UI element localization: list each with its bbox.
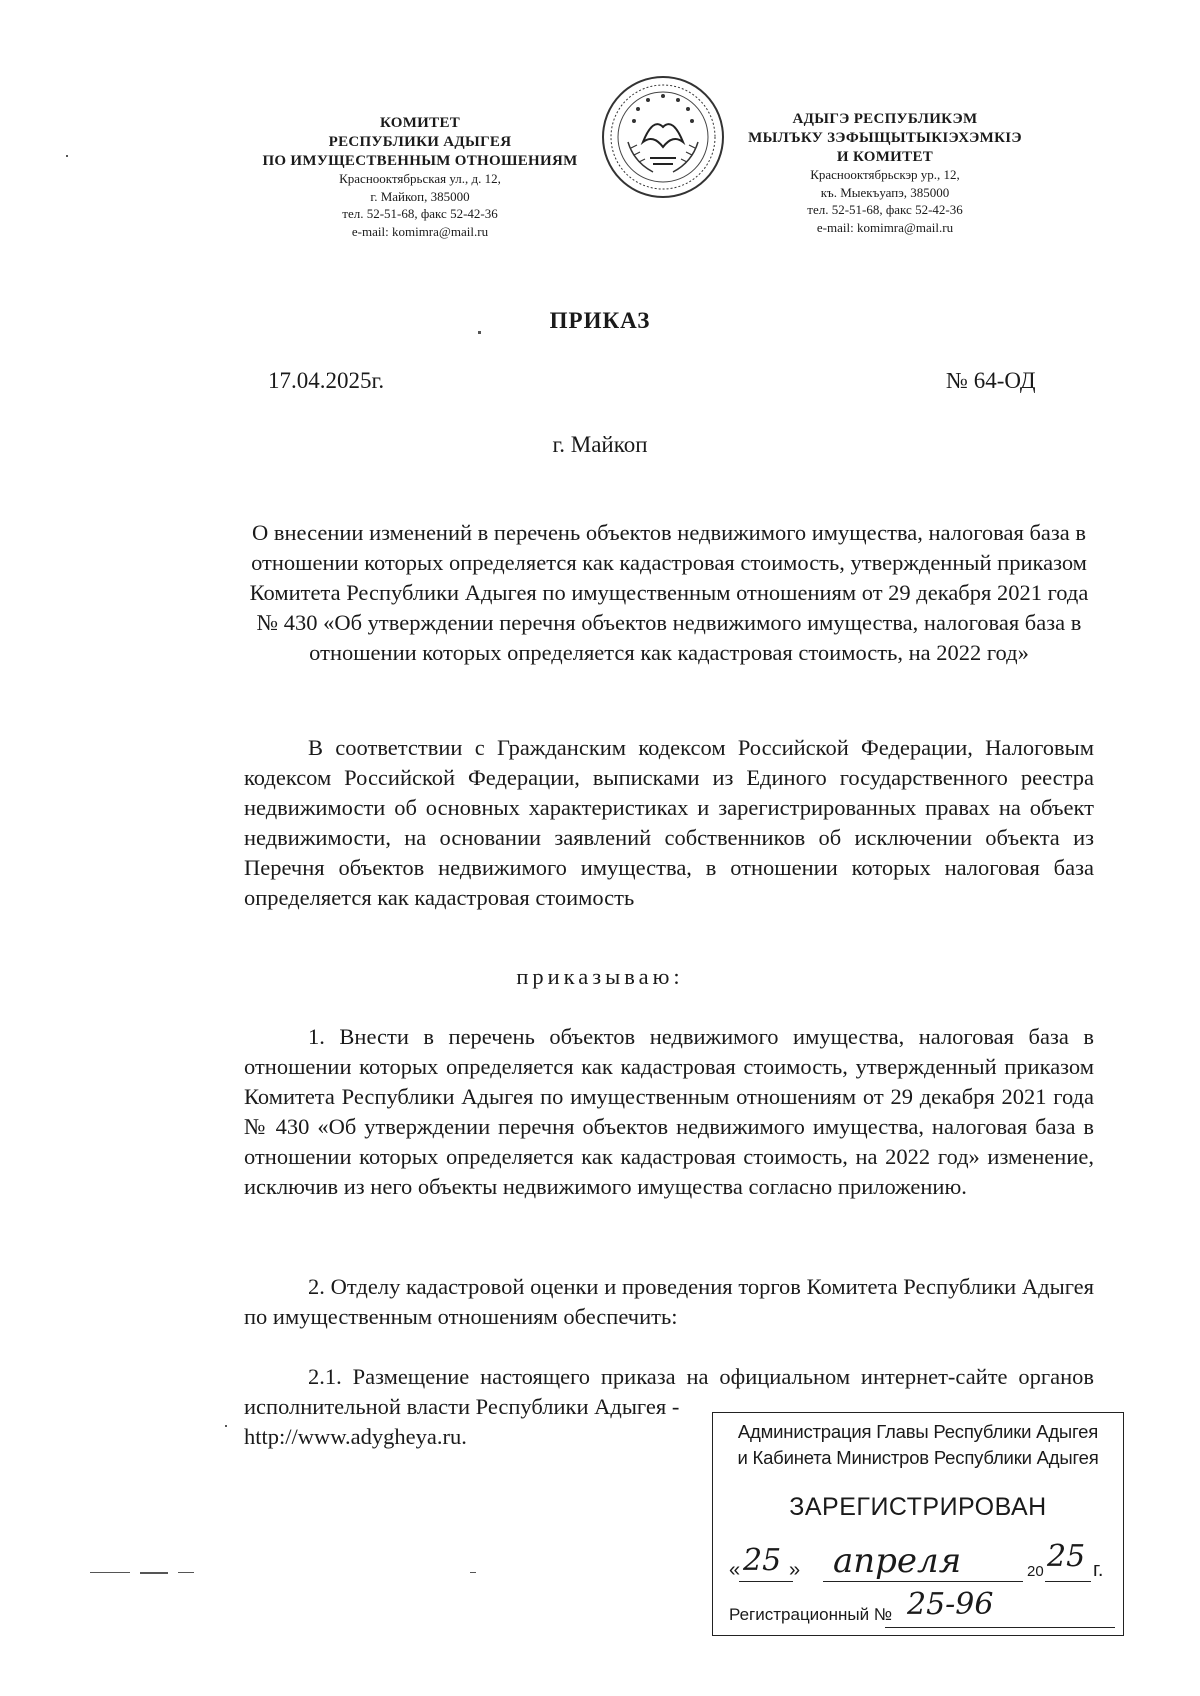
item-1-paragraph: 1. Внести в перечень объектов недвижимого имущества, налоговая база в отношении которых определяется как кадастровая стоимость, утвержденный приказом Комитета Республики Адыгея по имущественным отношениям от 29 декабря 2021 года № 430 «Об утверждении перечня объектов недвижимого имущества, налоговая база в отношении которых определяется как кадастровая стоимость, на 2022 год» изменение, исключив из него объекты недвижимого имущества согласно приложению. xyxy=(244,1024,1094,1199)
scan-speck xyxy=(178,1572,194,1573)
scan-speck xyxy=(225,1425,227,1427)
org-email: e-mail: komimra@mail.ru xyxy=(351,223,489,239)
republic-emblem-icon xyxy=(598,72,728,202)
order-subject: О внесении изменений в перечень объектов недвижимого имущества, налоговая база в отношении которых определяется как кадастровая стоимость, утвержденный приказом Комитета Республики Адыгея по имущественным отношениям от 29 декабря 2021 года № 430 «Об утверждении перечня объектов недвижимого имущества, налоговая база в отношении которых определяется как кадастровая стоимость, на 2022 год» xyxy=(249,520,1089,665)
document-title: ПРИКАЗ xyxy=(549,308,651,333)
month-underline xyxy=(823,1581,1023,1582)
stamp-status: ЗАРЕГИСТРИРОВАН xyxy=(789,1493,1047,1521)
year-unit: г. xyxy=(1093,1559,1104,1581)
stamp-authority-line: и Кабинета Министров Республики Адыгея xyxy=(737,1447,1099,1468)
org-phone: тел. 52-51-68, факс 52-42-36 xyxy=(807,202,963,218)
order-city: г. Майкоп xyxy=(552,432,648,457)
handwritten-day: 25 xyxy=(743,1543,782,1578)
stamp-authority-line: Администрация Главы Республики Адыгея xyxy=(737,1421,1099,1442)
reg-number-underline xyxy=(885,1627,1115,1628)
reg-number-label: Регистрационный № xyxy=(729,1605,893,1624)
org-name-line: И КОМИТЕТ xyxy=(836,148,934,165)
org-city: къ. Мыекъуапэ, 385000 xyxy=(820,184,950,200)
scan-speck xyxy=(478,331,481,334)
org-city: г. Майкоп, 385000 xyxy=(370,188,470,204)
scan-speck xyxy=(90,1572,130,1573)
header-left xyxy=(230,114,610,240)
handwritten-reg-number: 25-96 xyxy=(907,1587,994,1622)
org-address: Краснооктябрьскэр ур., 12, xyxy=(810,167,960,183)
year-prefix: 20 xyxy=(1027,1563,1044,1580)
org-name-line: РЕСПУБЛИКИ АДЫГЕЯ xyxy=(328,133,512,150)
day-underline xyxy=(739,1581,793,1582)
open-quote: « xyxy=(729,1559,741,1581)
registration-stamp xyxy=(712,1412,1124,1636)
directive-word: приказываю: xyxy=(516,964,684,989)
org-name-line: КОМИТЕТ xyxy=(379,115,461,131)
handwritten-year: 25 xyxy=(1047,1539,1086,1574)
stamp-date-row xyxy=(727,1541,1117,1591)
handwritten-month: апреля xyxy=(833,1541,962,1581)
item-2-1-paragraph: 2.1. Размещение настоящего приказа на официальном интернет-сайте органов исполнительной власти Республики Адыгея - xyxy=(244,1364,1094,1419)
org-name-line: МЫЛЪКУ ЗЭФЫЩЫТЫКIЭХЭМКIЭ xyxy=(748,129,1022,146)
basis-paragraph: В соответствии с Гражданским кодексом Российской Федерации, Налоговым кодексом Российской Федерации, выписками из Единого государственного реестра недвижимости об основных характеристиках и зарегистрированных правах на объект недвижимости, на основании заявлений собственников об исключении объекта из Перечня объектов недвижимого имущества, в отношении которых налоговая база определяется как кадастровая стоимость xyxy=(244,735,1094,910)
org-name-line: ПО ИМУЩЕСТВЕННЫМ ОТНОШЕНИЯМ xyxy=(262,152,578,169)
scan-speck xyxy=(66,155,68,157)
org-address: Краснооктябрьская ул., д. 12, xyxy=(339,171,501,187)
stamp-number-row xyxy=(727,1587,1117,1633)
close-quote: » xyxy=(789,1559,801,1581)
order-date: 17.04.2025г. xyxy=(268,368,385,393)
org-phone: тел. 52-51-68, факс 52-42-36 xyxy=(342,206,498,222)
year-underline xyxy=(1045,1581,1091,1582)
item-2-paragraph: 2. Отделу кадастровой оценки и проведения торгов Комитета Республики Адыгея по имущественным отношениям обеспечить: xyxy=(244,1274,1094,1329)
website-link[interactable]: http://www.adygheya.ru. xyxy=(244,1424,467,1449)
org-email: e-mail: komimra@mail.ru xyxy=(816,219,954,235)
header-right xyxy=(740,110,1030,236)
scan-speck xyxy=(140,1572,168,1574)
org-name-line: АДЫГЭ РЕСПУБЛИКЭМ xyxy=(792,111,978,127)
order-number: № 64-ОД xyxy=(946,368,1036,393)
scan-speck xyxy=(470,1572,476,1573)
